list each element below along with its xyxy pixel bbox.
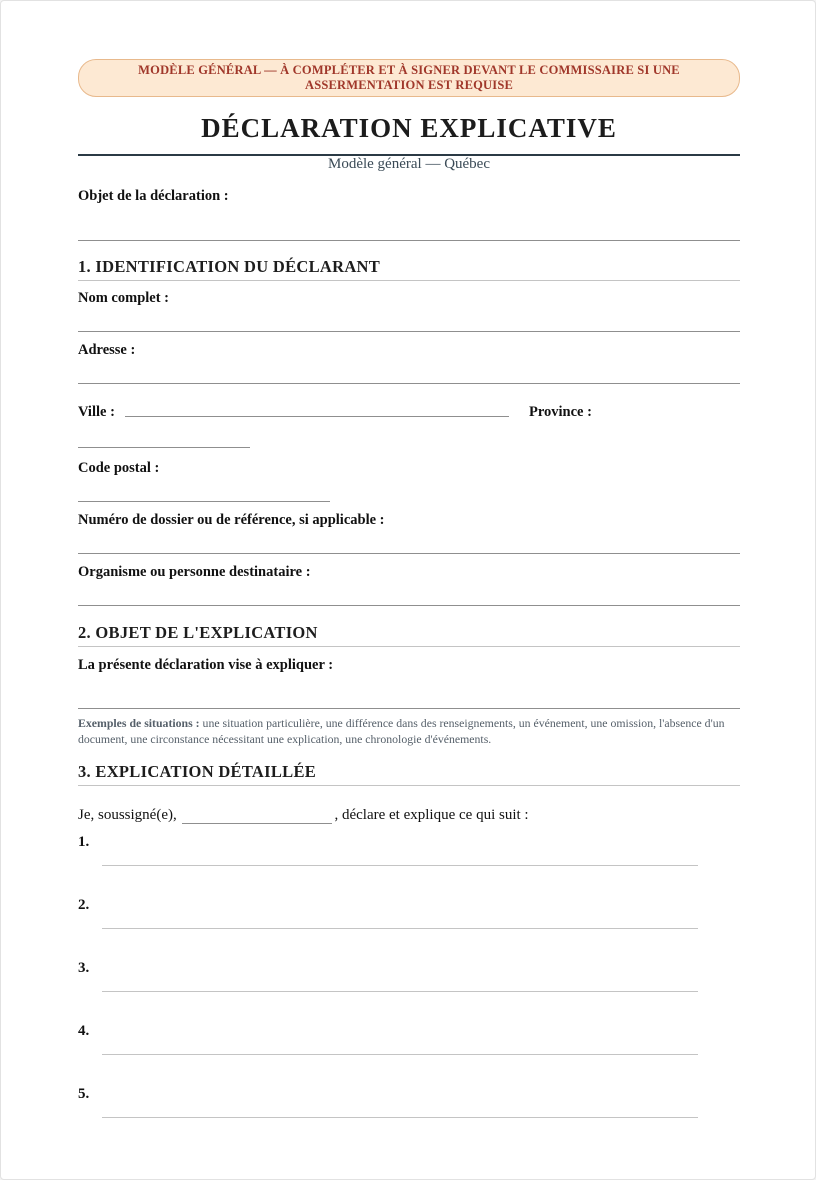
- dossier-field[interactable]: [78, 553, 740, 554]
- objet-label: Objet de la déclaration :: [78, 188, 229, 204]
- section-1-heading: 1. IDENTIFICATION DU DÉCLARANT: [78, 257, 740, 281]
- organisme-label: Organisme ou personne destinataire :: [78, 564, 311, 580]
- document-subtitle: Modèle général — Québec: [327, 156, 490, 172]
- code-postal-label: Code postal :: [78, 460, 160, 476]
- objet-field[interactable]: [78, 240, 740, 241]
- intro-after: , déclare et explique ce qui suit :: [334, 807, 529, 823]
- explanation-line-5[interactable]: [102, 1117, 698, 1118]
- nom-complet-field[interactable]: [78, 331, 740, 332]
- explanation-line-4[interactable]: [102, 1054, 698, 1055]
- examples-text: une situation particulière, une différence dans des renseignements, un événement, une omission, l'absence d'un document, une circonstance nécessitant une explication, une chronologie d'événements.: [78, 716, 725, 746]
- nom-complet-label: Nom complet :: [78, 290, 170, 306]
- organisme-field[interactable]: [78, 605, 740, 606]
- vise-label: La présente déclaration vise à expliquer :: [78, 657, 334, 673]
- instruction-banner: [78, 59, 740, 97]
- code-postal-field[interactable]: [78, 501, 330, 502]
- adresse-field[interactable]: [78, 383, 740, 384]
- explanation-line-2[interactable]: [102, 928, 698, 929]
- explanation-item-number: 4.: [78, 1023, 90, 1039]
- explanation-item-number: 5.: [78, 1086, 90, 1102]
- ville-field[interactable]: [125, 416, 509, 417]
- instruction-banner-text: MODÈLE GÉNÉRAL — À COMPLÉTER ET À SIGNER DEVANT LE COMMISSAIRE SI UNE ASSERMENTATION EST REQUISE: [138, 63, 680, 92]
- province-label: Province :: [529, 404, 592, 420]
- province-field[interactable]: [78, 447, 250, 448]
- explanation-item-number: 2.: [78, 897, 90, 913]
- section-2-heading: 2. OBJET DE L'EXPLICATION: [78, 623, 740, 647]
- explanation-item-number: 3.: [78, 960, 90, 976]
- explanation-item-number: 1.: [78, 834, 90, 850]
- explanation-line-3[interactable]: [102, 991, 698, 992]
- explanation-line-1[interactable]: [102, 865, 698, 866]
- ville-label: Ville :: [78, 404, 115, 420]
- document-title: DÉCLARATION EXPLICATIVE: [201, 113, 617, 143]
- examples-label: Exemples de situations :: [78, 716, 200, 730]
- examples-note: [78, 715, 728, 747]
- intro-before: Je, soussigné(e),: [78, 807, 177, 823]
- declaration-intro: [78, 803, 529, 824]
- vise-field[interactable]: [78, 708, 740, 709]
- declarant-name-field[interactable]: [182, 803, 332, 824]
- dossier-label: Numéro de dossier ou de référence, si applicable :: [78, 512, 385, 528]
- adresse-label: Adresse :: [78, 342, 136, 358]
- section-3-heading: 3. EXPLICATION DÉTAILLÉE: [78, 762, 740, 786]
